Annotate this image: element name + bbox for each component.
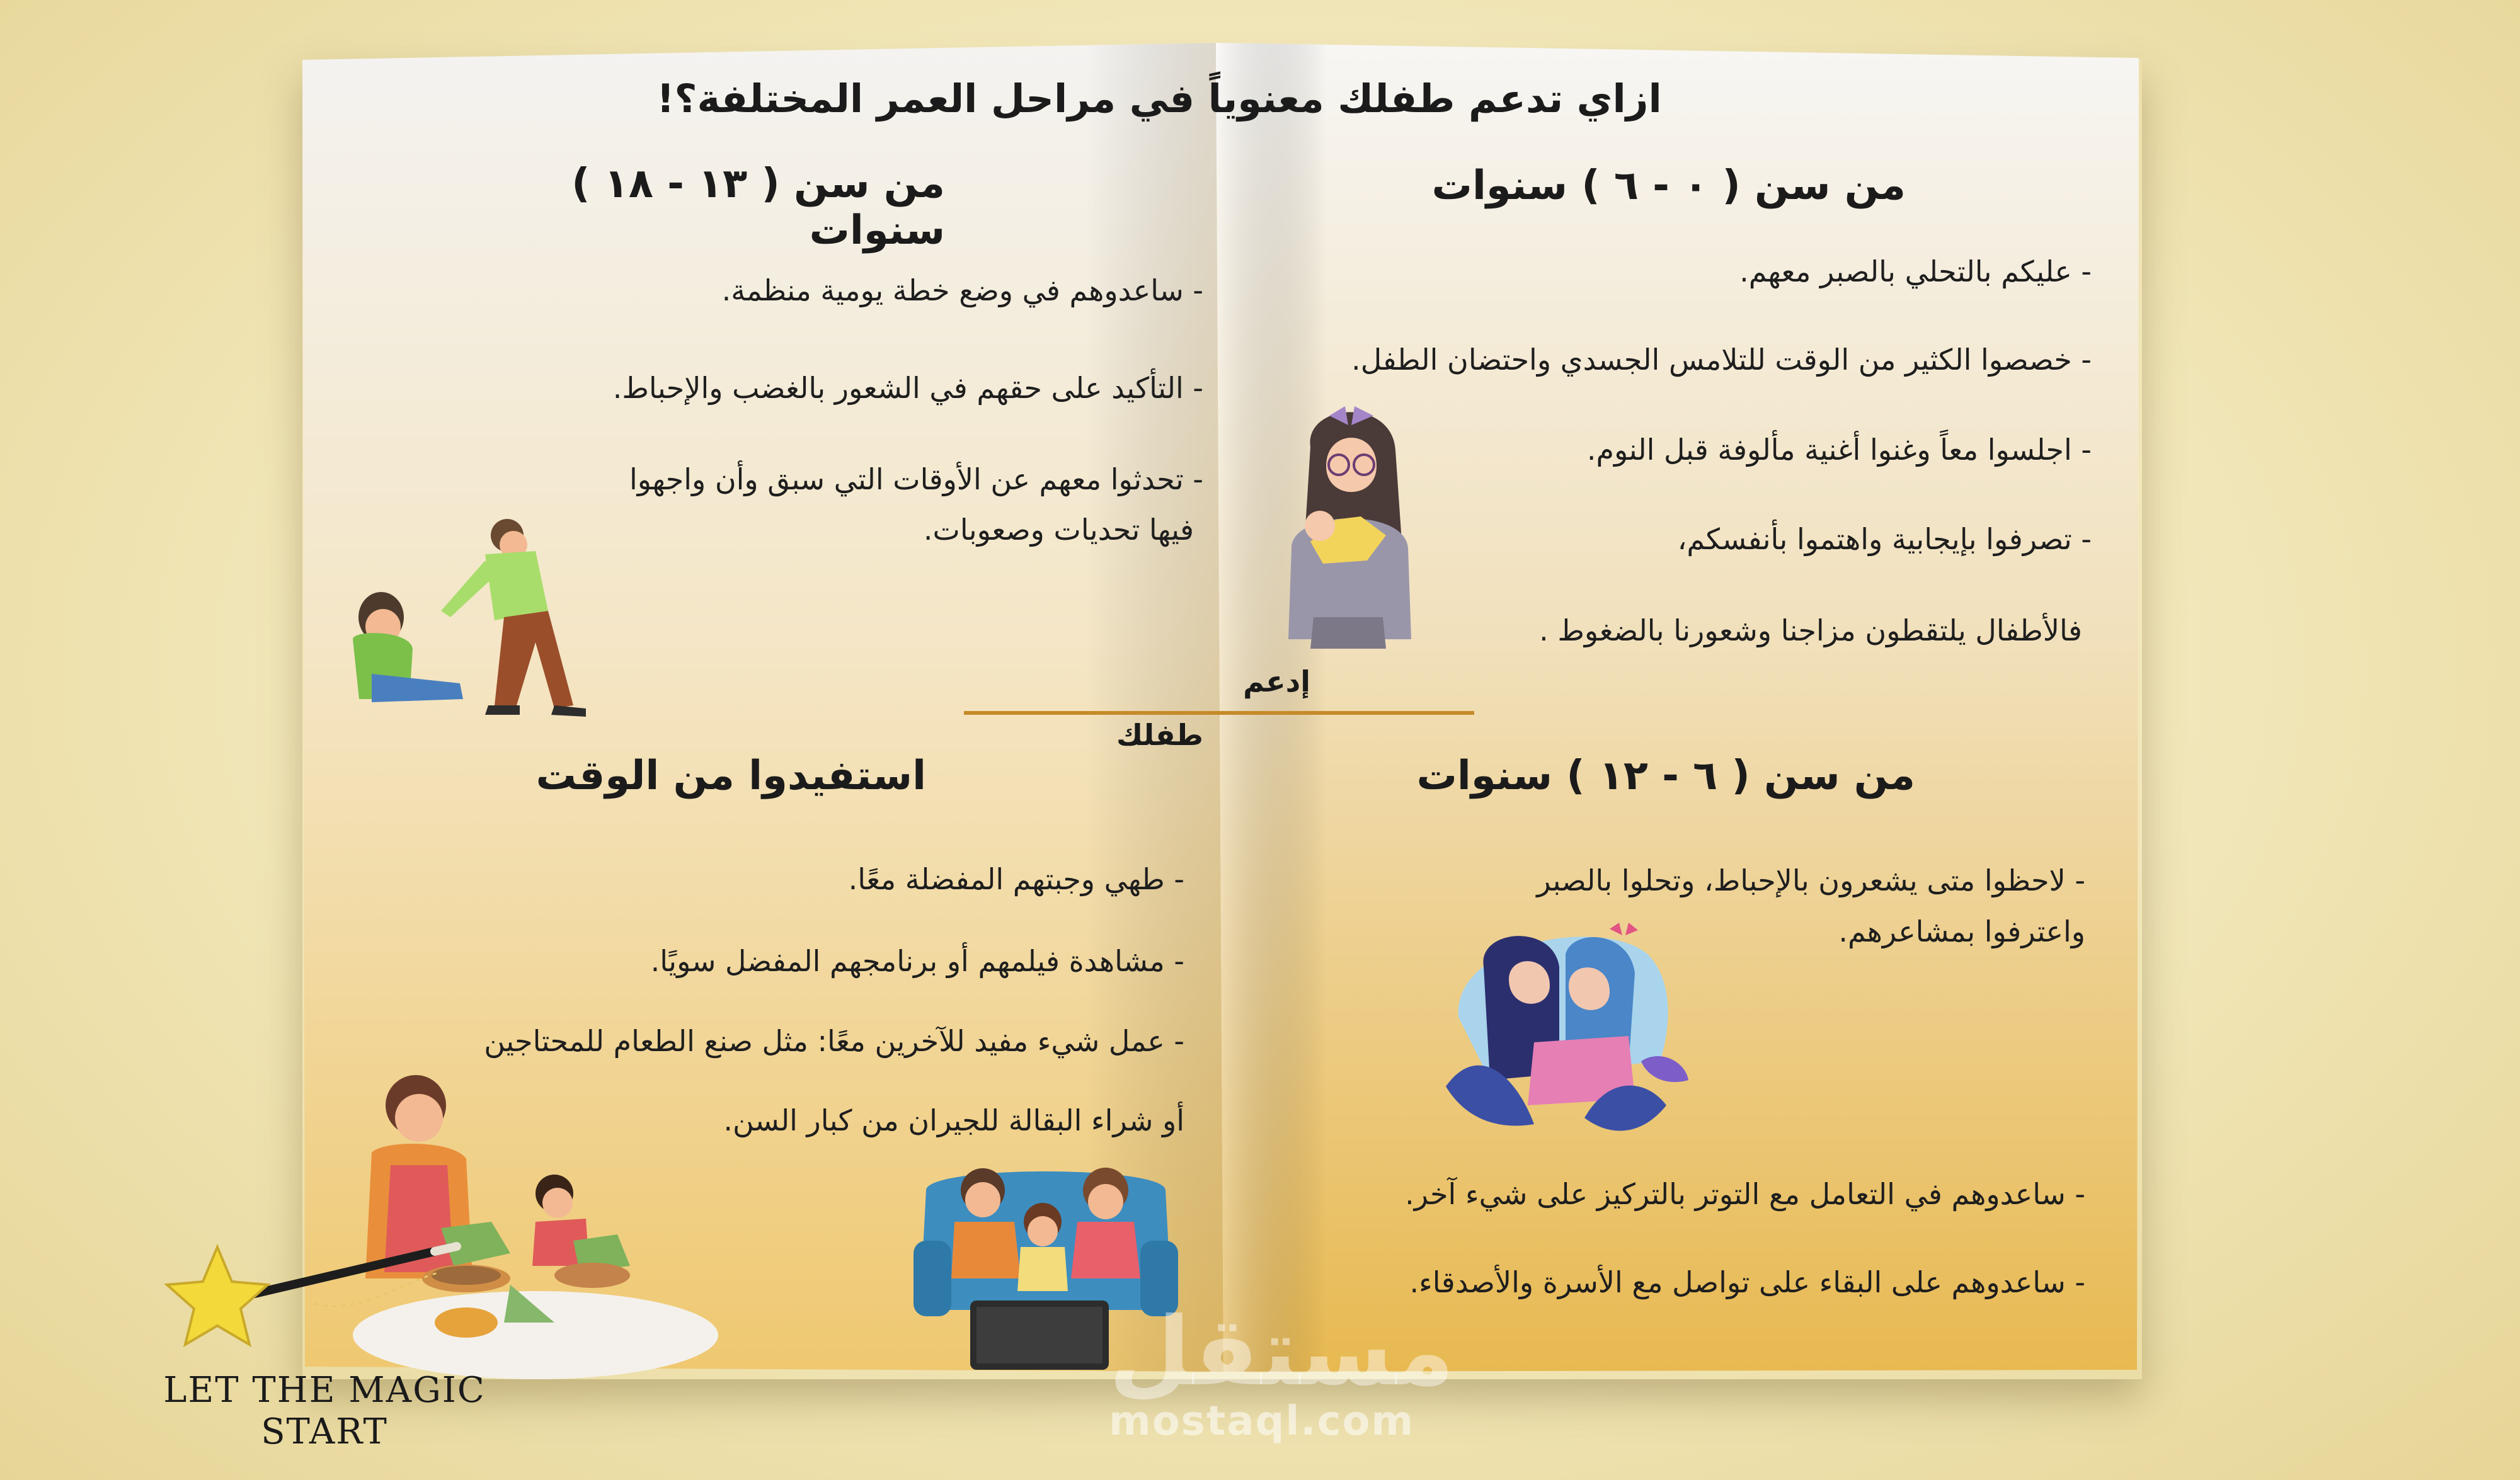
father-son-illustration [334, 516, 636, 724]
item-0-6-4: - تصرفوا بإيجابية واهتموا بأنفسكم، [1677, 522, 2092, 556]
item-6-12-1: - لاحظوا متى يشعرون بالإحباط، وتحلوا بالصبر [1537, 863, 2085, 897]
page-title: ازاي تدعم طفلك معنوياً في مراحل العمر المختلفة؟! [656, 76, 1662, 122]
brand-logo-text [161, 1370, 488, 1453]
center-label-child: طفلك [1116, 718, 1203, 752]
brand-line-1: LET THE MAGIC [163, 1370, 486, 1411]
item-13-18-2: - التأكيد على حقهم في الشعور بالغضب والإحباط. [612, 371, 1203, 405]
item-0-6-1: - عليكم بالتحلي بالصبر معهم. [1739, 254, 2092, 288]
mother-baby-illustration [1266, 390, 1430, 655]
center-label-support: إدعم [1243, 664, 1310, 698]
item-0-6-2: - خصصوا الكثير من الوقت للتلامس الجسدي واحتضان الطفل. [1351, 343, 2092, 377]
item-13-18-1: - ساعدوهم في وضع خطة يومية منظمة. [721, 273, 1203, 307]
heading-6-12: من سن ( ٦ - ١٢ ) سنوات [1416, 753, 1915, 799]
item-time-2: - مشاهدة فيلمهم أو برنامجهم المفضل سويًا. [650, 944, 1184, 978]
mother-daughter-hug-illustration [1440, 916, 1698, 1156]
item-time-3: - عمل شيء مفيد للآخرين معًا: مثل صنع الطعام للمحتاجين [484, 1024, 1184, 1058]
heading-13-18: من سن ( ١٣ - ١٨ ) سنوات [571, 161, 945, 254]
item-0-6-3: - اجلسوا معاً وغنوا أغنية مألوفة قبل النوم. [1586, 433, 2092, 467]
magic-wand-star-icon [170, 1234, 472, 1379]
item-6-12-3: - ساعدوهم في التعامل مع التوتر بالتركيز على شيء آخر. [1405, 1177, 2085, 1211]
item-time-1: - طهي وجبتهم المفضلة معًا. [848, 862, 1184, 896]
watermark-arabic: مستقل [1109, 1297, 1455, 1407]
heading-use-time: استفيدوا من الوقت [536, 753, 926, 799]
item-time-4: أو شراء البقالة للجيران من كبار السن. [723, 1103, 1184, 1137]
item-6-12-2: واعترفوا بمشاعرهم. [1838, 914, 2085, 948]
watermark-latin: mostaql.com [1109, 1398, 1415, 1445]
brand-line-2: START [261, 1411, 388, 1452]
item-13-18-3: - تحدثوا معهم عن الأوقات التي سبق وأن واجهوا [629, 462, 1203, 496]
item-6-12-4: - ساعدوهم على البقاء على تواصل مع الأسرة والأصدقاء. [1409, 1265, 2085, 1299]
item-0-6-5: فالأطفال يلتقطون مزاجنا وشعورنا بالضغوط . [1539, 613, 2082, 647]
heading-0-6: من سن ( ٠ - ٦ ) سنوات [1431, 162, 1906, 209]
item-13-18-4: فيها تحديات وصعوبات. [923, 513, 1194, 547]
